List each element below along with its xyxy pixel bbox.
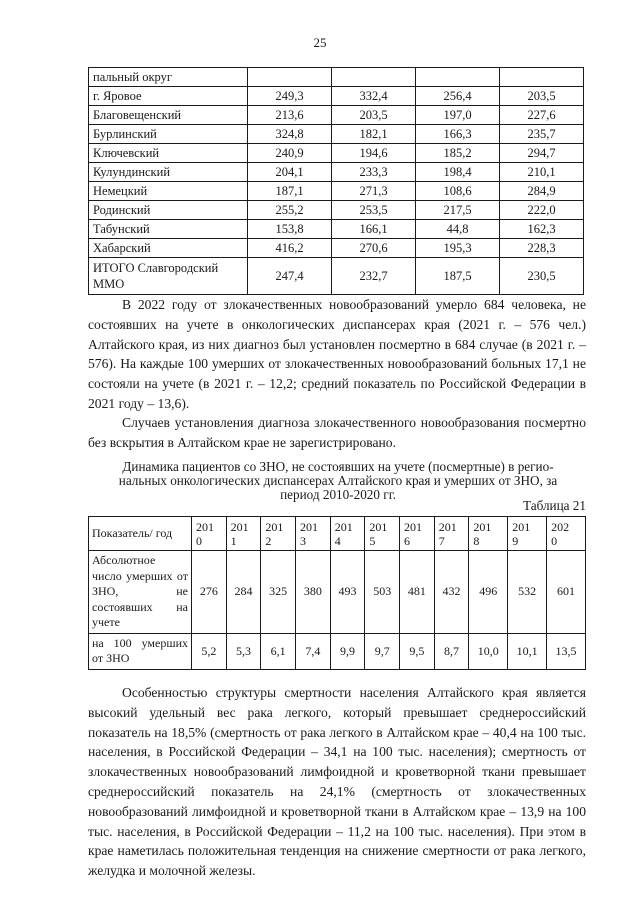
value-cell: 213,6: [248, 106, 332, 125]
value-cell: 271,3: [332, 182, 416, 201]
value-cell: 253,5: [332, 201, 416, 220]
year-header-cell: [261, 517, 296, 551]
year-header-cell: [547, 517, 586, 551]
table-row: [89, 106, 584, 125]
value-cell: 204,1: [248, 163, 332, 182]
table-row: [89, 163, 584, 182]
total-value-cell: 232,7: [332, 258, 416, 295]
value-cell: 276: [192, 551, 227, 634]
year-part-2: 2: [265, 533, 272, 548]
value-cell: 203,5: [332, 106, 416, 125]
year-header-cell: [296, 517, 331, 551]
district-name-cell: Бурлинский: [89, 125, 248, 144]
year-part-2: 0: [196, 533, 202, 548]
header-label-cell: Показатель/ год: [89, 517, 192, 551]
district-name-cell: Табунский: [89, 220, 248, 239]
district-name-cell: г. Яровое: [89, 87, 248, 106]
year-header-cell: [508, 517, 547, 551]
total-value-cell: 247,4: [248, 258, 332, 295]
total-label-line-1: ИТОГО Славгородский: [93, 261, 219, 275]
value-cell: [332, 68, 416, 87]
value-cell: 10,1: [508, 633, 547, 669]
value-cell: 108,6: [416, 182, 500, 201]
total-label-line-2: ММО: [93, 277, 125, 291]
district-name-cell: Благовещенский: [89, 106, 248, 125]
year-part-2: 5: [369, 533, 376, 548]
value-cell: 255,2: [248, 201, 332, 220]
year-part-2: 1: [230, 533, 237, 548]
year-part-1: 201: [196, 519, 214, 534]
year-header-cell: [192, 517, 227, 551]
value-cell: 235,7: [500, 125, 584, 144]
year-part-2: 0: [551, 533, 558, 548]
value-cell: 284,9: [500, 182, 584, 201]
paragraph-deaths-not-registered: [88, 295, 586, 414]
value-cell: 9,5: [400, 633, 435, 669]
district-name-cell: Немецкий: [89, 182, 248, 201]
value-cell: 503: [365, 551, 400, 634]
value-cell: 182,1: [332, 125, 416, 144]
year-part-1: 201: [512, 519, 531, 534]
caption-line-1: Динамика пациентов со ЗНО, не состоявших на учете (посмертные) в регио-: [122, 459, 554, 474]
year-part-1: 201: [473, 519, 492, 534]
table-row: [89, 201, 584, 220]
paragraph-mortality-structure: [88, 683, 586, 881]
table-row: [89, 239, 584, 258]
value-cell: 601: [547, 551, 586, 634]
value-cell: [416, 68, 500, 87]
value-cell: 380: [296, 551, 331, 634]
value-cell: 203,5: [500, 87, 584, 106]
table-row: [89, 182, 584, 201]
table-row: [89, 125, 584, 144]
value-cell: 332,4: [332, 87, 416, 106]
caption-line-3: период 2010-2020 гг.: [280, 487, 396, 502]
value-cell: 166,1: [332, 220, 416, 239]
value-cell: 496: [469, 551, 508, 634]
mortality-by-district-table: [88, 67, 584, 295]
total-value-cell: 230,5: [500, 258, 584, 295]
table-row-absolute: [89, 551, 586, 634]
value-cell: 9,7: [365, 633, 400, 669]
table-header-row: [89, 517, 586, 551]
value-cell: 162,3: [500, 220, 584, 239]
paragraph-2: Случаев установления диагноза злокачественного новообразования посмертно без вскрытия в Алтайском крае не зарегистрировано.: [88, 415, 586, 450]
value-cell: [500, 68, 584, 87]
table-row: [89, 68, 584, 87]
value-cell: 240,9: [248, 144, 332, 163]
year-part-1: 202: [551, 519, 570, 534]
value-cell: 217,5: [416, 201, 500, 220]
year-part-2: 6: [404, 533, 411, 548]
value-cell: 210,1: [500, 163, 584, 182]
district-name-cell: пальный округ: [89, 68, 248, 87]
value-cell: 6,1: [261, 633, 296, 669]
value-cell: 481: [400, 551, 435, 634]
year-part-2: 8: [473, 533, 480, 548]
table-number-label: Таблица 21: [523, 498, 586, 513]
value-cell: 9,9: [330, 633, 365, 669]
page-number: 25: [313, 35, 327, 50]
year-part-1: 201: [230, 519, 249, 534]
value-cell: 270,6: [332, 239, 416, 258]
value-cell: 153,8: [248, 220, 332, 239]
value-cell: 187,1: [248, 182, 332, 201]
table-row-per-100: [89, 633, 586, 669]
year-header-cell: [330, 517, 365, 551]
value-cell: 194,6: [332, 144, 416, 163]
value-cell: 532: [508, 551, 547, 634]
year-header-cell: [365, 517, 400, 551]
year-part-2: 9: [512, 533, 519, 548]
value-cell: [248, 68, 332, 87]
value-cell: 324,8: [248, 125, 332, 144]
year-header-cell: [226, 517, 261, 551]
year-part-2: 4: [334, 533, 341, 548]
paragraph-no-autopsy: [88, 413, 586, 453]
district-name-cell: Кулундинский: [89, 163, 248, 182]
value-cell: 325: [261, 551, 296, 634]
total-value-cell: 187,5: [416, 258, 500, 295]
value-cell: 166,3: [416, 125, 500, 144]
district-name-cell: Хабарский: [89, 239, 248, 258]
value-cell: 284: [226, 551, 261, 634]
value-cell: 222,0: [500, 201, 584, 220]
value-cell: 7,4: [296, 633, 331, 669]
table-row: [89, 220, 584, 239]
value-cell: 249,3: [248, 87, 332, 106]
year-header-cell: [400, 517, 435, 551]
year-part-1: 201: [265, 519, 284, 534]
total-label-cell: [89, 258, 248, 295]
posthumous-dynamics-table: [88, 516, 586, 670]
year-part-2: 7: [438, 533, 445, 548]
value-cell: 228,3: [500, 239, 584, 258]
row-label-per-100: на 100 умерших от ЗНО: [89, 633, 192, 669]
value-cell: 185,2: [416, 144, 500, 163]
year-part-1: 201: [300, 519, 319, 534]
year-part-1: 201: [438, 519, 457, 534]
value-cell: 294,7: [500, 144, 584, 163]
table-caption: [88, 460, 588, 502]
year-header-cell: [434, 517, 469, 551]
value-cell: 44,8: [416, 220, 500, 239]
district-name-cell: Ключевский: [89, 144, 248, 163]
year-header-cell: [469, 517, 508, 551]
value-cell: 10,0: [469, 633, 508, 669]
table-row: [89, 144, 584, 163]
year-part-1: 201: [404, 519, 423, 534]
table-row-total: [89, 258, 584, 295]
value-cell: 493: [330, 551, 365, 634]
value-cell: 227,6: [500, 106, 584, 125]
year-part-2: 3: [300, 533, 307, 548]
value-cell: 233,3: [332, 163, 416, 182]
value-cell: 5,2: [192, 633, 227, 669]
year-part-1: 201: [369, 519, 388, 534]
caption-line-2: нальных онкологических диспансерах Алтайского края и умерших от ЗНО, за: [118, 473, 558, 488]
value-cell: 432: [434, 551, 469, 634]
paragraph-3: Особенностью структуры смертности населения Алтайского края является высокий удельный вес рака легкого, который превышает среднероссийский показатель на 18,5% (смертность от рака легкого в Алтайском крае – 40,4 на 100 тыс. населения, в Российской Федерации – 34,1 на 100 тыс. населения); смертность от злокачественных новообразований лимфоидной и кроветворной ткани превышает среднероссийский показатель на 24,1% (смертность от злокачественных новообразований лимфоидной и кроветворной ткани в Алтайском крае – 13,9 на 100 тыс. населения, в Российской Федерации – 11,2 на 100 тыс. населения). При этом в крае наметилась положительная тенденция на снижение смертности от рака легкого, желудка и молочной железы.: [88, 685, 586, 879]
value-cell: 195,3: [416, 239, 500, 258]
value-cell: 416,2: [248, 239, 332, 258]
value-cell: 5,3: [226, 633, 261, 669]
row-label-absolute: Абсолютное число умерших от ЗНО, не состоявших на учете: [89, 551, 192, 634]
paragraph-1: В 2022 году от злокачественных новообразований умерло 684 человека, не состоявших на учете в онкологических диспансерах края (2021 г. – 576 чел.) Алтайского края, из них диагноз был установлен посмертно в 684 случае (в 2021 г. – 576). На каждые 100 умерших от злокачественных новообразований больных 17,1 не состояли на учете (в 2021 г. – 12,2; средний показатель по Российской Федерации в 2021 году – 13,6).: [88, 297, 586, 411]
value-cell: 13,5: [547, 633, 586, 669]
year-part-1: 201: [334, 519, 353, 534]
value-cell: 197,0: [416, 106, 500, 125]
value-cell: 198,4: [416, 163, 500, 182]
value-cell: 8,7: [434, 633, 469, 669]
district-name-cell: Родинский: [89, 201, 248, 220]
value-cell: 256,4: [416, 87, 500, 106]
table-row: [89, 87, 584, 106]
